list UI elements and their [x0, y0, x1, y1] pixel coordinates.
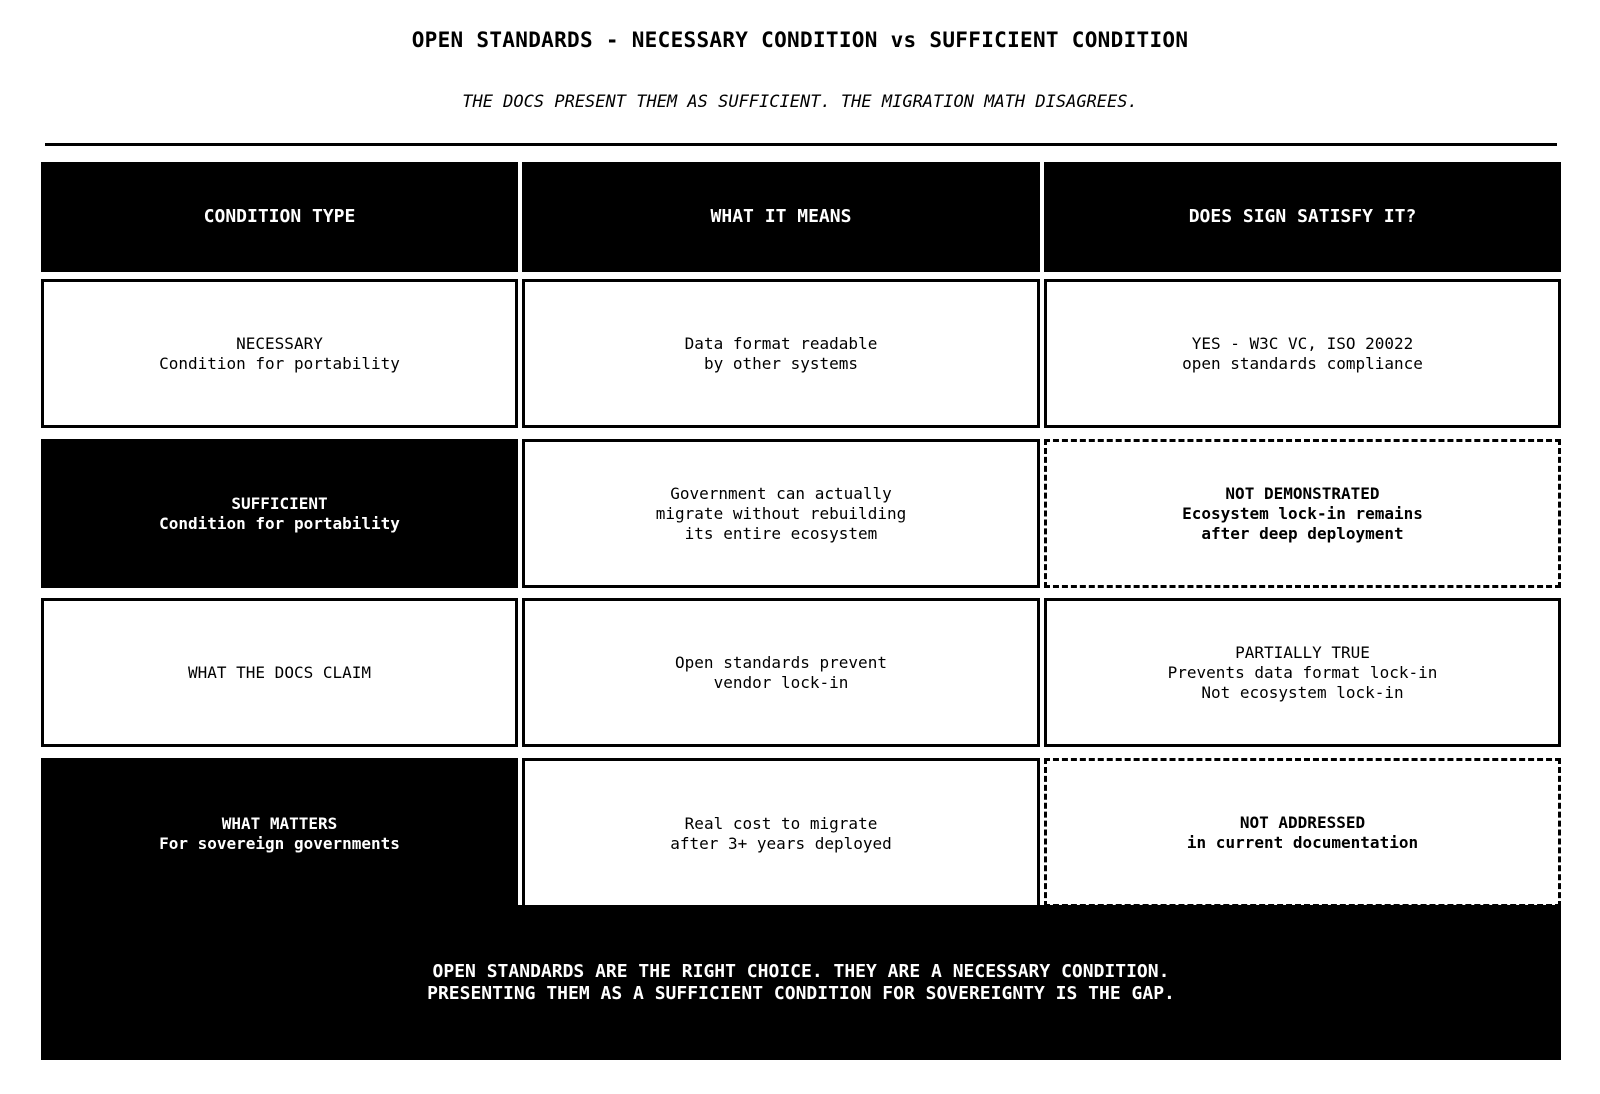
row-sufficient-meaning: [522, 439, 1040, 588]
row-sufficient-satisfied-text: NOT DEMONSTRATED Ecosystem lock-in remains after deep deployment: [1182, 483, 1423, 543]
header-what-it-means: [522, 162, 1040, 272]
header-does-sign-satisfy-label: DOES SIGN SATISFY IT?: [1188, 206, 1417, 227]
row-necessary-condition-text: NECESSARY Condition for portability: [159, 333, 400, 373]
row-sufficient-condition-text: SUFFICIENT Condition for portability: [159, 493, 400, 533]
header-what-it-means-label: WHAT IT MEANS: [710, 206, 852, 227]
row-necessary-satisfied: [1044, 279, 1561, 428]
row-necessary-meaning: [522, 279, 1040, 428]
row-what-matters-condition-text: WHAT MATTERS For sovereign governments: [159, 814, 400, 853]
row-what-matters-meaning-text: Real cost to migrate after 3+ years deployed: [670, 814, 892, 853]
row-what-matters-satisfied-text: NOT ADDRESSED in current documentation: [1186, 812, 1419, 852]
page-subtitle: THE DOCS PRESENT THEM AS SUFFICIENT. THE MIGRATION MATH DISAGREES.: [462, 92, 1138, 112]
row-docs-claim-condition-text: WHAT THE DOCS CLAIM: [187, 662, 372, 682]
row-necessary-meaning-text: Data format readable by other systems: [684, 333, 878, 373]
conclusion-banner: [41, 905, 1561, 1060]
row-sufficient-satisfied: [1044, 439, 1561, 588]
page-title: OPEN STANDARDS - NECESSARY CONDITION vs SUFFICIENT CONDITION: [411, 28, 1189, 52]
header-condition-type: [41, 162, 518, 272]
row-necessary-condition: [41, 279, 518, 428]
row-sufficient-condition: [41, 439, 518, 588]
row-sufficient-meaning-text: Government can actually migrate without rebuilding its entire ecosystem: [655, 483, 907, 543]
row-docs-claim-meaning: [522, 598, 1040, 747]
row-what-matters-condition: [41, 758, 518, 910]
row-docs-claim-satisfied: [1044, 598, 1561, 747]
header-condition-type-label: CONDITION TYPE: [203, 206, 356, 227]
row-what-matters-meaning: [522, 758, 1040, 907]
row-docs-claim-satisfied-text: PARTIALLY TRUE Prevents data format lock-in Not ecosystem lock-in: [1167, 642, 1438, 702]
conclusion-banner-text: OPEN STANDARDS ARE THE RIGHT CHOICE. THEY ARE A NECESSARY CONDITION. PRESENTING THEM AS A SUFFICIENT CONDITION FOR SOVEREIGNTY IS THE GAP.: [427, 960, 1175, 1004]
row-what-matters-satisfied: [1044, 758, 1561, 907]
row-necessary-satisfied-text: YES - W3C VC, ISO 20022 open standards compliance: [1182, 333, 1423, 373]
row-docs-claim-condition: [41, 598, 518, 747]
row-docs-claim-meaning-text: Open standards prevent vendor lock-in: [675, 652, 887, 692]
header-does-sign-satisfy: [1044, 162, 1561, 272]
title-divider: [45, 143, 1557, 146]
